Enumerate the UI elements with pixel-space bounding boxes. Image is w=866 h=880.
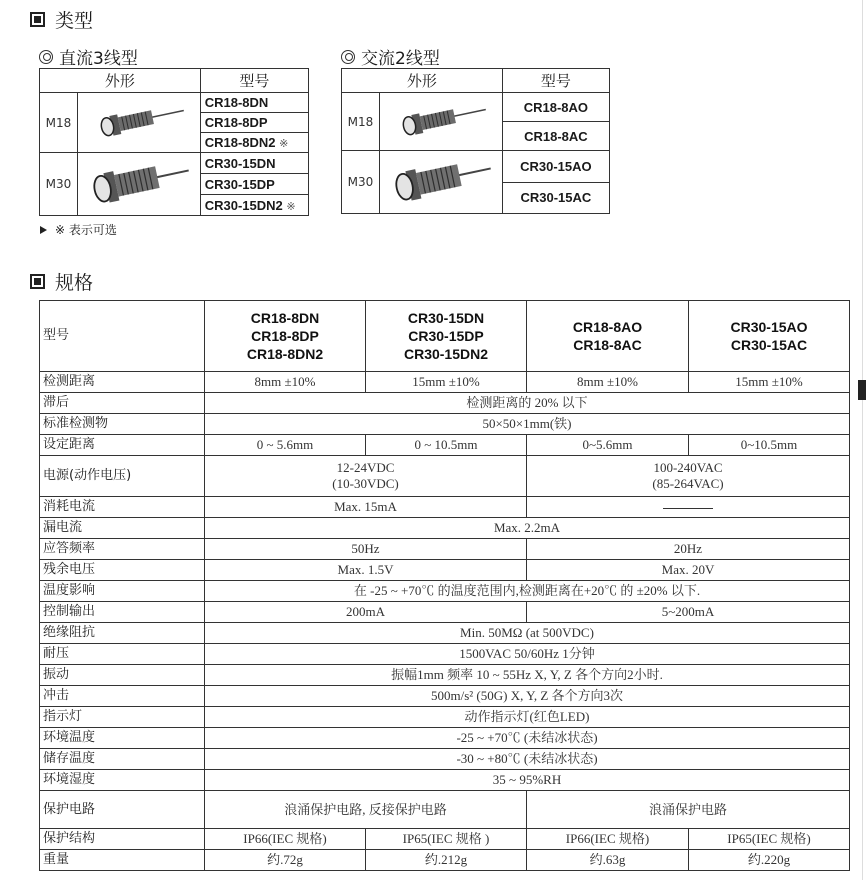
spec-value: 15mm ±10% [366, 372, 527, 393]
dc-3wire-title: 直流3线型 [59, 49, 138, 69]
dc-model: CR30-15DN [200, 153, 308, 174]
spec-value: 35 ~ 95%RH [205, 770, 850, 791]
ac-type-table [341, 68, 610, 214]
ac-size-m18: M18 [342, 93, 380, 151]
m30-sensor-image [379, 151, 502, 214]
spec-value: 5~200mA [527, 602, 850, 623]
spec-label: 消耗电流 [40, 497, 205, 518]
spec-header-model: CR18-8DN CR18-8DP CR18-8DN2 [205, 301, 366, 372]
optional-note [40, 221, 117, 238]
spec-value: 约.212g [366, 850, 527, 871]
spec-label: 型号 [40, 301, 205, 372]
spec-label: 检测距离 [40, 372, 205, 393]
spec-value: Max. 20V [527, 560, 850, 581]
spec-value: 0 ~ 10.5mm [366, 435, 527, 456]
spec-value: 50×50×1mm(铁) [205, 414, 850, 435]
spec-table [39, 300, 850, 871]
spec-value: 12-24VDC (10-30VDC) [205, 456, 527, 497]
spec-value: 20Hz [527, 539, 850, 560]
dc-size-m18: M18 [40, 93, 78, 153]
spec-value: 浪涌保护电路, 反接保护电路 [205, 791, 527, 829]
spec-value: Max. 2.2mA [205, 518, 850, 539]
spec-value: Min. 50MΩ (at 500VDC) [205, 623, 850, 644]
spec-label: 冲击 [40, 686, 205, 707]
optional-mark: ※ [286, 200, 296, 213]
spec-label: 滞后 [40, 393, 205, 414]
spec-label: 控制输出 [40, 602, 205, 623]
dc-model: CR18-8DN [200, 93, 308, 113]
m18-sensor-image [379, 93, 502, 151]
ac-model: CR18-8AC [502, 122, 609, 151]
dc-model: CR30-15DP [200, 174, 308, 195]
dc-model: CR18-8DP [200, 113, 308, 133]
spec-label: 保护电路 [40, 791, 205, 829]
spec-label: 绝缘阻抗 [40, 623, 205, 644]
spec-label: 耐压 [40, 644, 205, 665]
spec-value: 500m/s² (50G) X, Y, Z 各个方向3次 [205, 686, 850, 707]
spec-value: 检测距离的 20% 以下 [205, 393, 850, 414]
spec-header-model: CR30-15DN CR30-15DP CR30-15DN2 [366, 301, 527, 372]
dash-line [663, 508, 713, 509]
spec-section-heading [30, 268, 93, 295]
spec-label: 重量 [40, 850, 205, 871]
spec-value: IP66(IEC 规格) [527, 829, 689, 850]
spec-value: 0~10.5mm [689, 435, 850, 456]
spec-label: 应答频率 [40, 539, 205, 560]
ac-2wire-heading [341, 44, 440, 69]
circle-bullet-icon [39, 50, 53, 64]
spec-value: IP66(IEC 规格) [205, 829, 366, 850]
square-bullet-icon [30, 12, 45, 27]
spec-value: 200mA [205, 602, 527, 623]
spec-value: Max. 1.5V [205, 560, 527, 581]
spec-value: 0~5.6mm [527, 435, 689, 456]
spec-value: 8mm ±10% [527, 372, 689, 393]
spec-label: 储存温度 [40, 749, 205, 770]
spec-value: 100-240VAC (85-264VAC) [527, 456, 850, 497]
spec-value: 8mm ±10% [205, 372, 366, 393]
spec-value: IP65(IEC 规格 ) [366, 829, 527, 850]
dc-3wire-heading [39, 44, 138, 69]
spec-value: IP65(IEC 规格) [689, 829, 850, 850]
spec-value: 约.63g [527, 850, 689, 871]
spec-label: 保护结构 [40, 829, 205, 850]
ac-col-model: 型号 [502, 69, 609, 93]
dc-type-table [39, 68, 309, 216]
type-section-heading [30, 6, 93, 33]
spec-header-model: CR30-15AO CR30-15AC [689, 301, 850, 372]
square-bullet-icon [30, 274, 45, 289]
spec-label: 环境温度 [40, 728, 205, 749]
spec-label: 振动 [40, 665, 205, 686]
spec-header-model: CR18-8AO CR18-8AC [527, 301, 689, 372]
ac-col-shape: 外形 [342, 69, 503, 93]
optional-mark: ※ [279, 138, 289, 150]
spec-label: 设定距离 [40, 435, 205, 456]
spec-section-title: 规格 [55, 272, 94, 294]
ac-2wire-title: 交流2线型 [361, 49, 440, 69]
spec-label: 环境湿度 [40, 770, 205, 791]
spec-label: 漏电流 [40, 518, 205, 539]
spec-value: 振幅1mm 频率 10 ~ 55Hz X, Y, Z 各个方向2小时. [205, 665, 850, 686]
dc-col-model: 型号 [200, 69, 308, 93]
spec-value-na [527, 497, 850, 518]
ac-size-m30: M30 [342, 151, 380, 214]
optional-note-text: ※ 表示可选 [55, 223, 117, 237]
spec-value: 约.72g [205, 850, 366, 871]
spec-value: Max. 15mA [205, 497, 527, 518]
m18-sensor-image [77, 93, 200, 153]
spec-value: 动作指示灯(红色LED) [205, 707, 850, 728]
spec-label: 残余电压 [40, 560, 205, 581]
spec-value: 50Hz [205, 539, 527, 560]
spec-label: 电源(动作电压) [40, 456, 205, 497]
spec-value: -25 ~ +70℃ (未结冰状态) [205, 728, 850, 749]
spec-value: 在 -25 ~ +70℃ 的温度范围内,检测距离在+20℃ 的 ±20% 以下. [205, 581, 850, 602]
ac-model: CR18-8AO [502, 93, 609, 122]
dc-model: CR30-15DN2 ※ [200, 195, 308, 216]
page-edge-line [862, 0, 863, 880]
spec-value: 0 ~ 5.6mm [205, 435, 366, 456]
dc-col-shape: 外形 [40, 69, 201, 93]
type-section-title: 类型 [55, 10, 94, 32]
spec-label: 指示灯 [40, 707, 205, 728]
spec-value: 15mm ±10% [689, 372, 850, 393]
dc-model: CR18-8DN2 ※ [200, 133, 308, 153]
ac-model: CR30-15AO [502, 151, 609, 183]
circle-bullet-icon [341, 50, 355, 64]
ac-model: CR30-15AC [502, 182, 609, 214]
spec-value: 约.220g [689, 850, 850, 871]
scrollbar-thumb[interactable] [858, 380, 866, 400]
dc-size-m30: M30 [40, 153, 78, 216]
spec-value: 浪涌保护电路 [527, 791, 850, 829]
spec-label: 标准检测物 [40, 414, 205, 435]
spec-value: -30 ~ +80℃ (未结冰状态) [205, 749, 850, 770]
spec-label: 温度影响 [40, 581, 205, 602]
spec-value: 1500VAC 50/60Hz 1分钟 [205, 644, 850, 665]
triangle-bullet-icon [40, 226, 47, 234]
m30-sensor-image [77, 153, 200, 216]
